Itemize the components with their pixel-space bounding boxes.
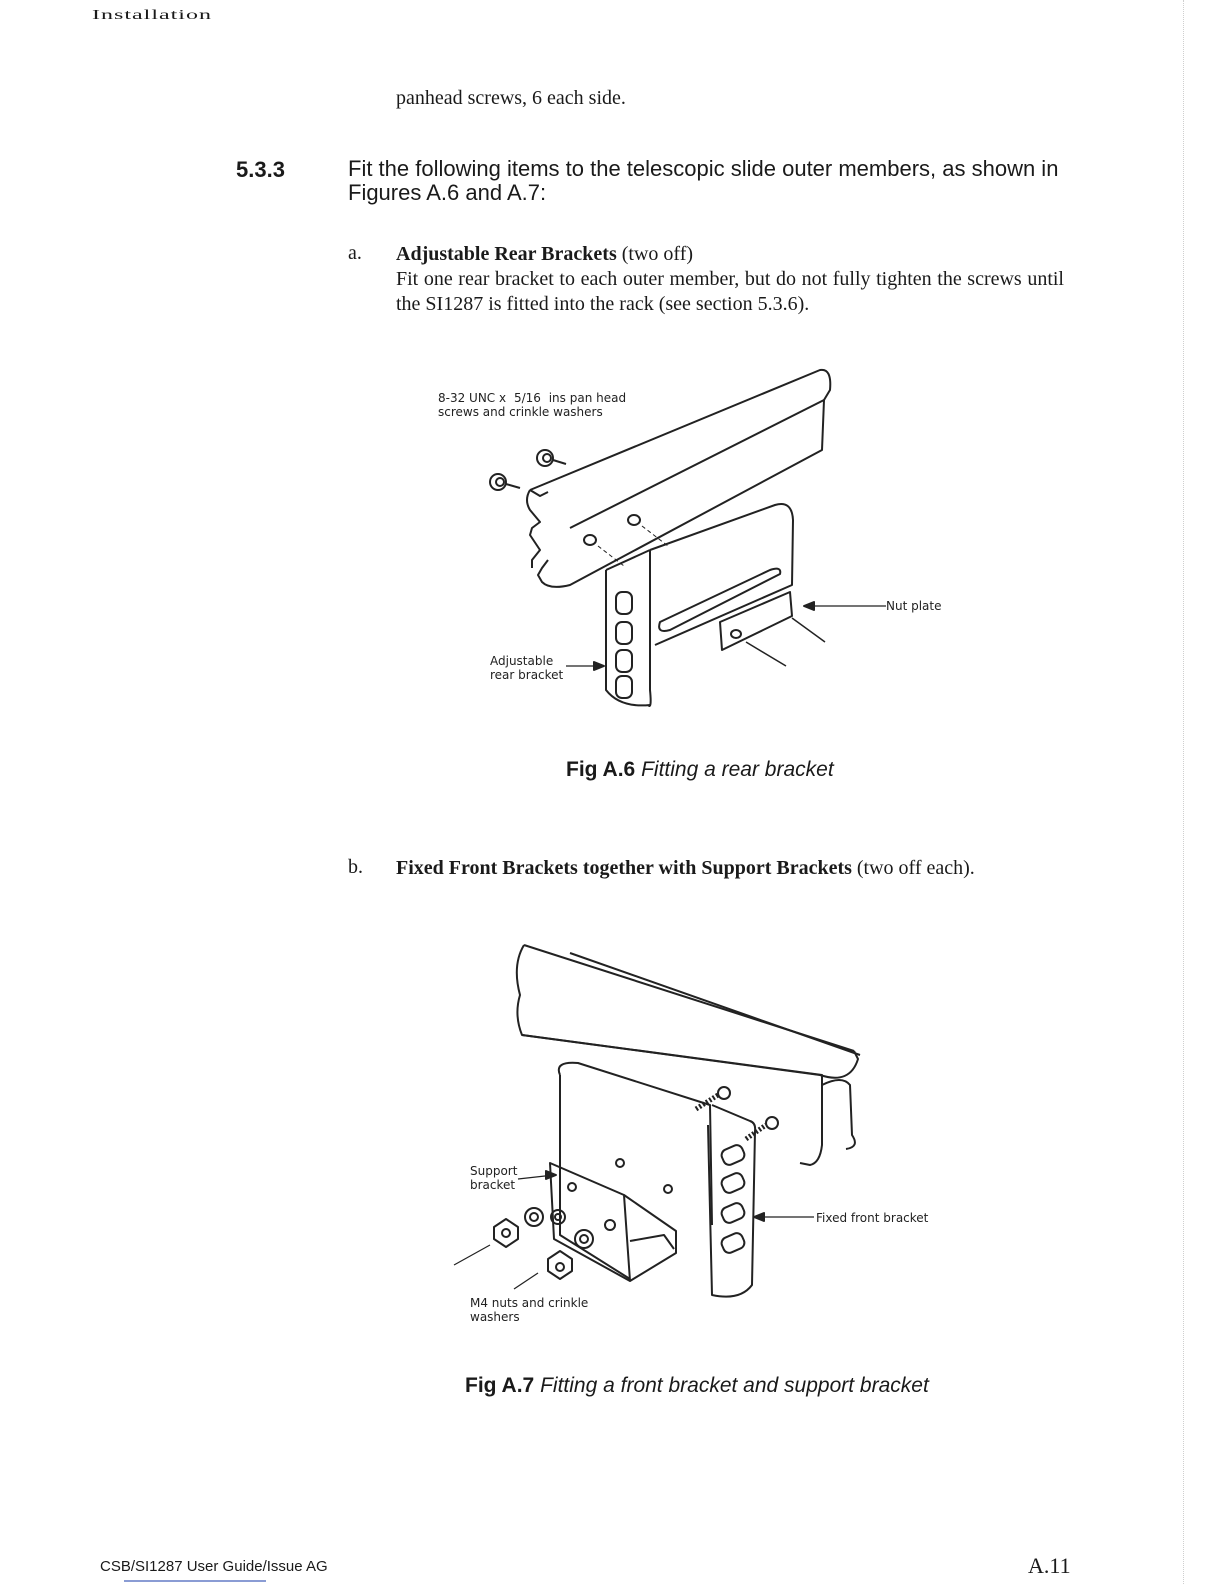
section-number: 5.3.3 — [236, 157, 285, 182]
footer-page-number: A.11 — [1028, 1553, 1071, 1578]
fig-a6-adjustable-label-1: Adjustable — [490, 654, 554, 668]
fig-a7-title: Fitting a front bracket and support bracket — [540, 1374, 929, 1397]
item-a-body: Fit one rear bracket to each outer member, but do not fully tighten the screws until the SI1287 is fitted into the rack (see section 5.3.6). — [396, 268, 1064, 315]
fig-a6-adjustable-label-2: rear bracket — [490, 668, 564, 682]
fig-a6-title: Fitting a rear bracket — [641, 758, 834, 781]
fig-a6-screws-frac: 5/16 — [513, 391, 541, 405]
scan-margin-dots — [1179, 0, 1184, 1584]
fig-a6-screws-label — [438, 391, 626, 405]
footer-rule — [124, 1580, 266, 1582]
fig-a7-support-label-1: Support — [470, 1164, 518, 1178]
item-b-title: Fixed Front Brackets together with Support Brackets — [396, 857, 852, 879]
fig-a6-number: Fig A.6 — [566, 758, 636, 781]
item-b-letter: b. — [348, 856, 363, 878]
fig-a7-support-label-2: bracket — [470, 1178, 516, 1192]
section-text: Fit the following items to the telescopic slide outer members, as shown in Figures A.6 and A.7: — [348, 156, 1059, 205]
fig-a6-nut-plate-label: Nut plate — [886, 599, 942, 613]
fig-a7-number: Fig A.7 — [465, 1374, 535, 1397]
running-head: Installation — [92, 8, 212, 23]
item-b-heading — [396, 856, 975, 881]
intro-text: panhead screws, 6 each side. — [396, 87, 626, 109]
fig-a7-caption — [465, 1374, 929, 1398]
footer-doc-id: CSB/SI1287 User Guide/Issue AG — [100, 1558, 328, 1575]
item-b-qualifier: (two off each). — [856, 857, 975, 879]
fig-a6-screws-line1: 8-32 UNC x — [438, 391, 507, 405]
fig-a6-screws-line2: screws and crinkle washers — [438, 405, 603, 419]
fig-a7-diagram — [450, 935, 970, 1335]
item-a-title: Adjustable Rear Brackets — [396, 243, 617, 265]
fig-a7-nuts-label-2: washers — [470, 1310, 520, 1324]
fig-a6-diagram — [420, 360, 980, 720]
fig-a6-caption — [566, 758, 834, 782]
item-a-heading — [396, 242, 693, 267]
fig-a7-fixed-front-label: Fixed front bracket — [816, 1211, 929, 1225]
fig-a7-nuts-label-1: M4 nuts and crinkle — [470, 1296, 589, 1310]
item-a-letter: a. — [348, 242, 362, 264]
item-a-qualifier: (two off) — [621, 243, 694, 265]
fig-a6-screws-line1b: ins pan head — [548, 391, 627, 405]
